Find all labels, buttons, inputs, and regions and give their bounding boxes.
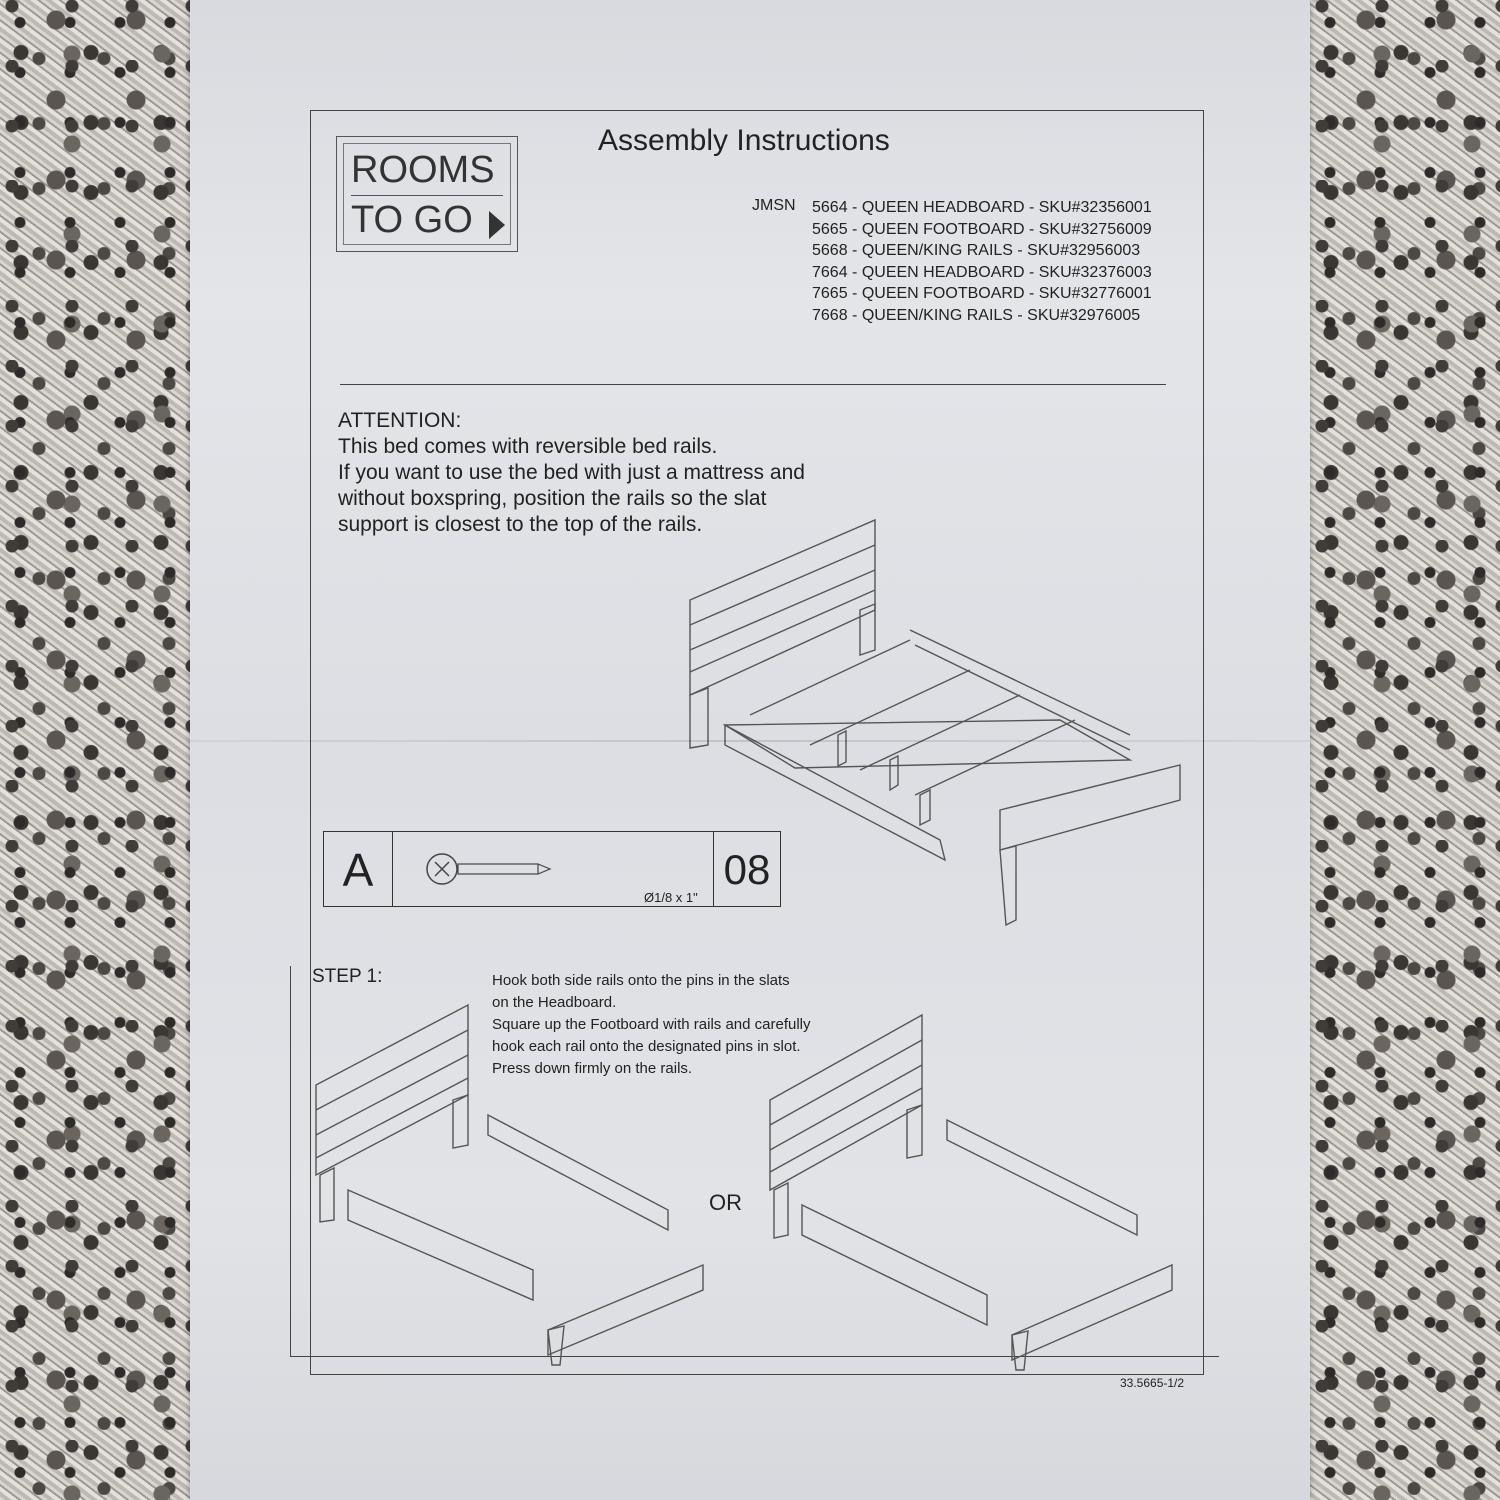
logo-text-line2: TO GO [351, 199, 473, 241]
step1-right-illustration [762, 1010, 1182, 1380]
model-item: 5664 - QUEEN HEADBOARD - SKU#32356001 [812, 199, 1152, 216]
step1-line: on the Headboard. [492, 994, 617, 1011]
header-divider [340, 384, 1166, 385]
step1-line: hook each rail onto the designated pins in slot. [492, 1038, 801, 1055]
play-arrow-icon [489, 211, 505, 239]
model-item: 5665 - QUEEN FOOTBOARD - SKU#32756009 [812, 220, 1152, 238]
parts-table [323, 831, 781, 907]
logo-divider [351, 195, 503, 196]
model-item: 7664 - QUEEN HEADBOARD - SKU#32376003 [812, 263, 1152, 281]
attention-line: without boxspring, position the rails so the slat [338, 487, 767, 510]
model-item: 7665 - QUEEN FOOTBOARD - SKU#32776001 [812, 285, 1152, 303]
or-divider-label: OR [709, 1190, 742, 1215]
step1-left-illustration [308, 1000, 708, 1370]
screw-icon [420, 842, 680, 898]
part-letter: A [324, 832, 393, 906]
step1-line: Hook both side rails onto the pins in the slats [492, 972, 790, 989]
step1-line: Square up the Footboard with rails and carefully [492, 1016, 811, 1033]
page-title: Assembly Instructions [598, 124, 890, 157]
granite-countertop-left [0, 0, 190, 1500]
part-quantity: 08 [713, 832, 780, 906]
rooms-to-go-logo [336, 136, 518, 252]
document-code: 33.5665-1/2 [1120, 1376, 1185, 1390]
attention-line: This bed comes with reversible bed rails. [338, 435, 718, 458]
step1-line: Press down firmly on the rails. [492, 1060, 693, 1077]
granite-countertop-right [1310, 0, 1500, 1500]
attention-line: If you want to use the bed with just a mattress and [338, 461, 805, 484]
model-list [812, 197, 1152, 327]
model-item: 5668 - QUEEN/KING RAILS - SKU#32956003 [812, 242, 1141, 260]
step1-label: STEP 1: [312, 966, 383, 987]
model-item: 7668 - QUEEN/KING RAILS - SKU#32976005 [812, 306, 1141, 324]
instruction-sheet [190, 0, 1310, 1500]
attention-line: support is closest to the top of the rails. [338, 513, 703, 536]
manufacturer-code: JMSN [752, 197, 796, 214]
part-size: Ø1/8 x 1" [644, 890, 698, 905]
logo-text-line1: ROOMS [351, 149, 495, 191]
attention-heading: ATTENTION: [338, 409, 462, 432]
